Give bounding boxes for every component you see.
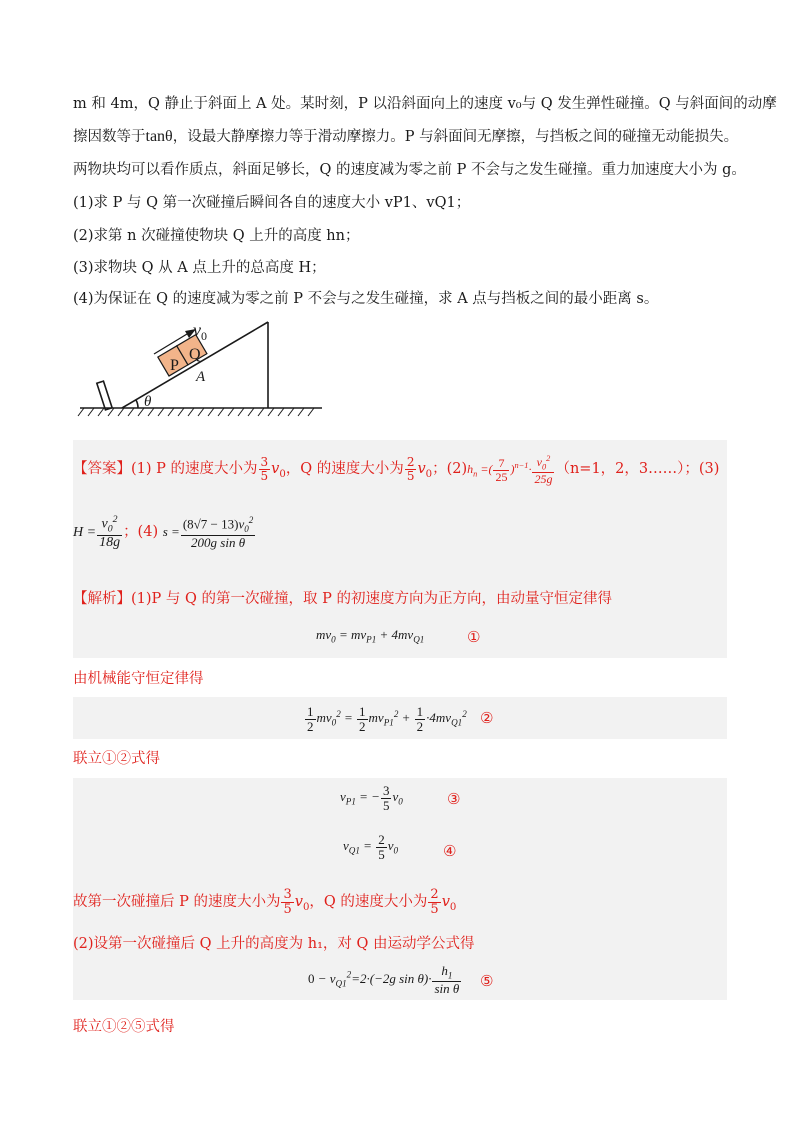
label-p: P — [170, 357, 179, 374]
analysis-tag: 【解析】 — [73, 591, 131, 607]
answer-hn-formula: $h_n$ =( $\frac{7}{25}$ )$^{n-1}$· $\frac{v_0^2}{25g}$ — [467, 453, 553, 487]
marker-1: ① — [467, 628, 481, 646]
label-theta: θ — [144, 394, 152, 410]
answer-s-formula: s = $\frac{(8√7 - 13)v_0^2}{\text{200g sin θ}}$ — [162, 515, 254, 550]
analysis-result-a: 故第一次碰撞后 P 的速度大小为 — [73, 894, 281, 911]
equation-momentum: $mv_0 = mv_{P1} + 4mv_{Q1}$ — [316, 627, 425, 645]
ground-hatch — [78, 408, 314, 416]
equation-kinematics: $0 - v_{Q1}^2=2\cdot(-2g$ sin θ)· $\frac{h_1}{\text{sin θ}}$ — [308, 963, 460, 997]
incline-figure — [72, 316, 332, 424]
equation-energy: $\frac{1}{2}$ $mv_0^2$ = $\frac{1}{2}$ $mv_{P1}^2$ + $\frac{1}{2}$ $\cdot 4mv_{Q1}^2$ — [307, 704, 467, 734]
label-q: Q — [189, 346, 201, 363]
answer-part3-sep: ；(4) — [123, 523, 159, 540]
theta-arc — [136, 400, 138, 408]
question-1: (1)求 P 与 Q 第一次碰撞后瞬间各自的速度大小 vP1、vQ1； — [73, 195, 471, 211]
problem-line-2-b: ，设最大静摩擦力等于滑动摩擦力。P 与斜面间无摩擦，与挡板之间的碰撞无动能损失。 — [172, 129, 739, 145]
problem-line-1: m 和 4m，Q 静止于斜面上 A 处。某时刻，P 以沿斜面向上的速度 v₀与 Q 发生弹性碰撞。Q 与斜面间的动摩 — [73, 96, 777, 112]
answer-part2-note: （n=1，2，3……）；(3) — [555, 461, 720, 477]
analysis-result: 故第一次碰撞后 P 的速度大小为 $\frac{3}{5}$ $v_0$，Q 的速度大小为 $\frac{2}{5}$ $v_0$ — [73, 887, 457, 917]
answer-line-2 — [73, 515, 733, 550]
analysis-result-b: ，Q 的速度大小为 — [309, 894, 428, 911]
question-3: (3)求物块 Q 从 A 点上升的总高度 H； — [73, 260, 326, 276]
answer-line-1: 【答案】(1) P 的速度大小为 $\frac{3}{5}$ $v_0$，Q 的速度大小为 $\frac{2}{5}$ $v_0$；$(2)h_n$ =( $\frac{7}{25}$ )$^{n-1}$· $\frac{v_0^2}{25g}$ （n=1，2，3……）；(3) — [73, 453, 720, 487]
analysis-part2: (2)设第一次碰撞后 Q 上升的高度为 h₁，对 Q 由运动学公式得 — [73, 936, 475, 952]
marker-4: ④ — [443, 842, 457, 860]
marker-5: ⑤ — [480, 972, 494, 990]
analysis-energy: 由机械能守恒定律得 — [73, 671, 204, 687]
label-a: A — [196, 369, 206, 385]
question-4: (4)为保证在 Q 的速度减为零之前 P 不会与之发生碰撞，求 A 点与挡板之间的最小距离 s。 — [73, 291, 659, 307]
problem-line-2 — [73, 126, 739, 148]
analysis-intro-text: (1)P 与 Q 的第一次碰撞，取 P 的初速度方向为正方向，由动量守恒定律得 — [131, 591, 612, 607]
stopper-plate — [97, 381, 112, 410]
answer-frac-3-5: $\frac{3}{5}$ — [260, 454, 269, 483]
problem-line-2-a: 擦因数等于 — [73, 129, 146, 145]
equation-vq1: $v_{Q1}$ = $\frac{2}{5}$ $v_0$ — [343, 832, 399, 862]
marker-2: ② — [480, 709, 494, 727]
answer-part1-a: (1) P 的速度大小为 — [131, 461, 258, 477]
tan-theta: tanθ — [145, 128, 173, 145]
equation-vp1: $v_{P1}$ = − $\frac{3}{5}$ $v_0$ — [340, 783, 403, 813]
label-v0: $v_0$ — [193, 320, 207, 343]
answer-part1-c: ；(2) — [432, 461, 468, 477]
answer-part1-b: ，Q 的速度大小为 — [285, 461, 404, 477]
answer-tag: 【答案】 — [73, 461, 131, 477]
answer-h-formula: H = $\frac{v_0^2}{18g}$ — [73, 514, 121, 550]
problem-line-3: 两物块均可以看作质点，斜面足够长，Q 的速度减为零之前 P 不会与之发生碰撞。重力加速度大小为 g。 — [73, 162, 746, 178]
analysis-combine-12: 联立①②式得 — [73, 751, 160, 767]
answer-frac-2-5: $\frac{2}{5}$ — [406, 454, 415, 483]
analysis-combine-125: 联立①②⑤式得 — [73, 1019, 175, 1035]
analysis-intro — [73, 588, 733, 610]
question-2: (2)求第 n 次碰撞使物块 Q 上升的高度 hn； — [73, 228, 360, 244]
marker-3: ③ — [447, 790, 461, 808]
